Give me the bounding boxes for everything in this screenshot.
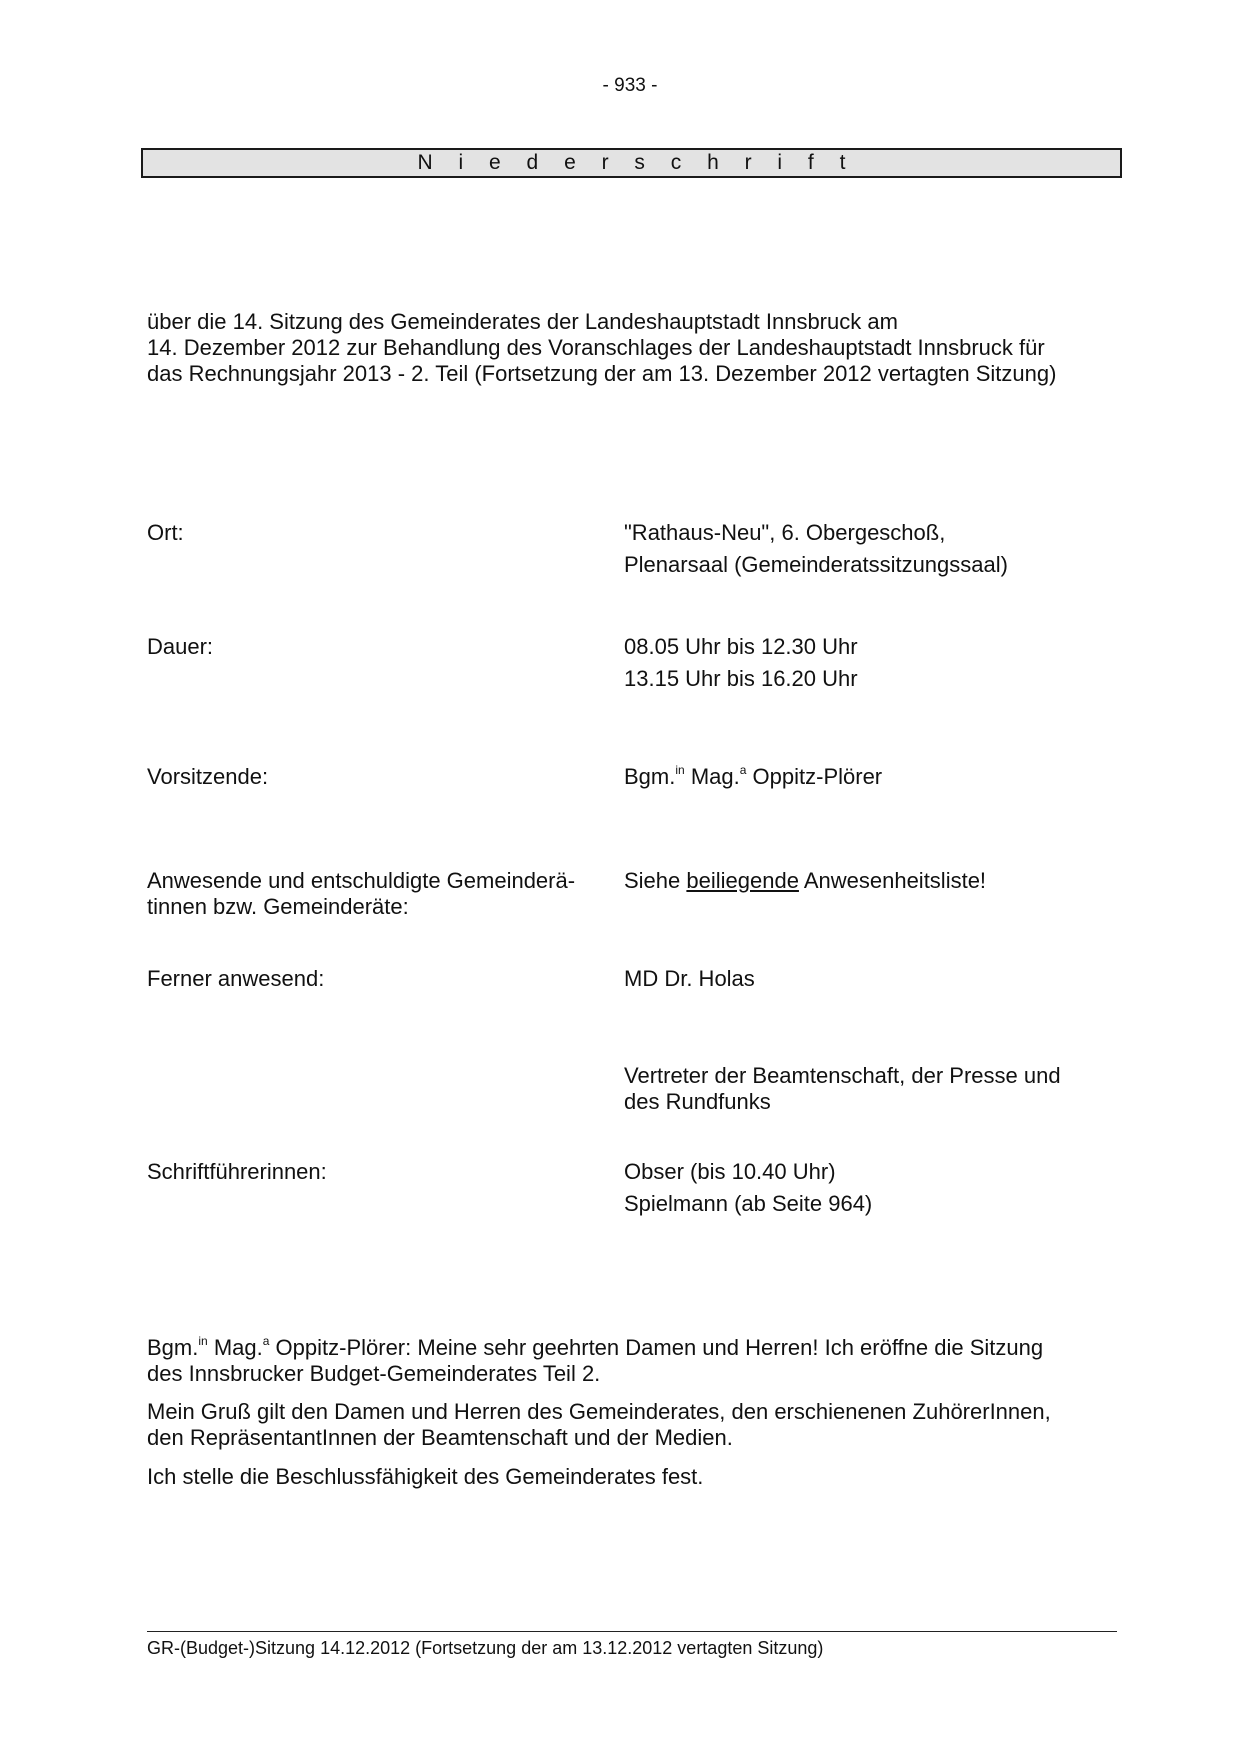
superscript: a: [262, 1333, 270, 1348]
speech-paragraph-1: [147, 1335, 1127, 1387]
speech-line: Mein Gruß gilt den Damen und Herren des Gemeinderates, den erschienenen ZuhörerInnen,: [147, 1399, 1051, 1424]
superscript: a: [739, 762, 747, 777]
schriftfuehrerinnen-value: [624, 1159, 1124, 1217]
dauer-value: [624, 634, 1124, 692]
beiliegende-link-text: beiliegende: [686, 868, 799, 893]
intro-paragraph: [147, 309, 1127, 387]
footer-divider: [147, 1631, 1117, 1632]
intro-line: über die 14. Sitzung des Gemeinderates der Landeshauptstadt Innsbruck am: [147, 309, 898, 334]
ort-value: [624, 520, 1124, 578]
page-footer: GR-(Budget-)Sitzung 14.12.2012 (Fortsetzung der am 13.12.2012 vertagten Sitzung): [147, 1638, 824, 1658]
ferner-value: MD Dr. Holas: [624, 966, 755, 991]
intro-line: 14. Dezember 2012 zur Behandlung des Voranschlages der Landeshauptstadt Innsbruck für: [147, 335, 1045, 360]
dauer-value-line: 13.15 Uhr bis 16.20 Uhr: [624, 666, 858, 691]
speech-text: Meine sehr geehrten Damen und Herren! Ich eröffne die Sitzung: [411, 1335, 1044, 1360]
speech-line: den RepräsentantInnen der Beamtenschaft und der Medien.: [147, 1425, 733, 1450]
title-bgm: Bgm.: [624, 764, 676, 789]
schriftfuehrerinnen-label: Schriftführerinnen:: [147, 1159, 327, 1184]
dauer-label: Dauer:: [147, 634, 214, 659]
superscript: in: [198, 1333, 208, 1348]
intro-line: das Rechnungsjahr 2013 - 2. Teil (Fortsetzung der am 13. Dezember 2012 vertagten Sitzung): [147, 361, 1057, 386]
speech-paragraph-2: [147, 1399, 1127, 1451]
vorsitzende-label: Vorsitzende:: [147, 764, 269, 789]
document-title: N i e d e r s c h r i f t: [141, 148, 1122, 178]
anwesende-value-text: Anwesenheitsliste!: [798, 868, 987, 893]
speaker-bgm: Bgm.: [147, 1335, 199, 1360]
schriftfuehrerinnen-value-line: Obser (bis 10.40 Uhr): [624, 1159, 836, 1184]
title-mag: Mag.: [684, 764, 740, 789]
page-number: - 933 -: [602, 75, 658, 96]
anwesende-label-line: tinnen bzw. Gemeinderäte:: [147, 894, 409, 919]
ferner-extra-line: des Rundfunks: [624, 1089, 771, 1114]
ort-value-line: "Rathaus-Neu", 6. Obergeschoß,: [624, 520, 946, 545]
speech-paragraph-3: Ich stelle die Beschlussfähigkeit des Gemeinderates fest.: [147, 1464, 704, 1489]
dauer-value-line: 08.05 Uhr bis 12.30 Uhr: [624, 634, 858, 659]
speech-line: des Innsbrucker Budget-Gemeinderates Teil 2.: [147, 1361, 601, 1386]
speech-line: [147, 1335, 1127, 1361]
speaker-name: Oppitz-Plörer:: [269, 1335, 412, 1360]
anwesende-label-line: Anwesende und entschuldigte Gemeinderä-: [147, 868, 576, 893]
speaker-mag: Mag.: [207, 1335, 263, 1360]
superscript: in: [675, 762, 685, 777]
anwesende-value-text: Siehe: [624, 868, 687, 893]
anwesende-value: [624, 868, 1124, 894]
ort-value-line: Plenarsaal (Gemeinderatssitzungssaal): [624, 552, 1008, 577]
schriftfuehrerinnen-value-line: Spielmann (ab Seite 964): [624, 1191, 873, 1216]
vorsitzende-value: [624, 764, 1124, 790]
chair-name: Oppitz-Plörer: [746, 764, 883, 789]
anwesende-label: [147, 868, 627, 920]
ferner-extra-line: Vertreter der Beamtenschaft, der Presse und: [624, 1063, 1061, 1088]
ort-label: Ort:: [147, 520, 184, 545]
ferner-extra: [624, 1063, 1124, 1115]
ferner-label: Ferner anwesend:: [147, 966, 325, 991]
